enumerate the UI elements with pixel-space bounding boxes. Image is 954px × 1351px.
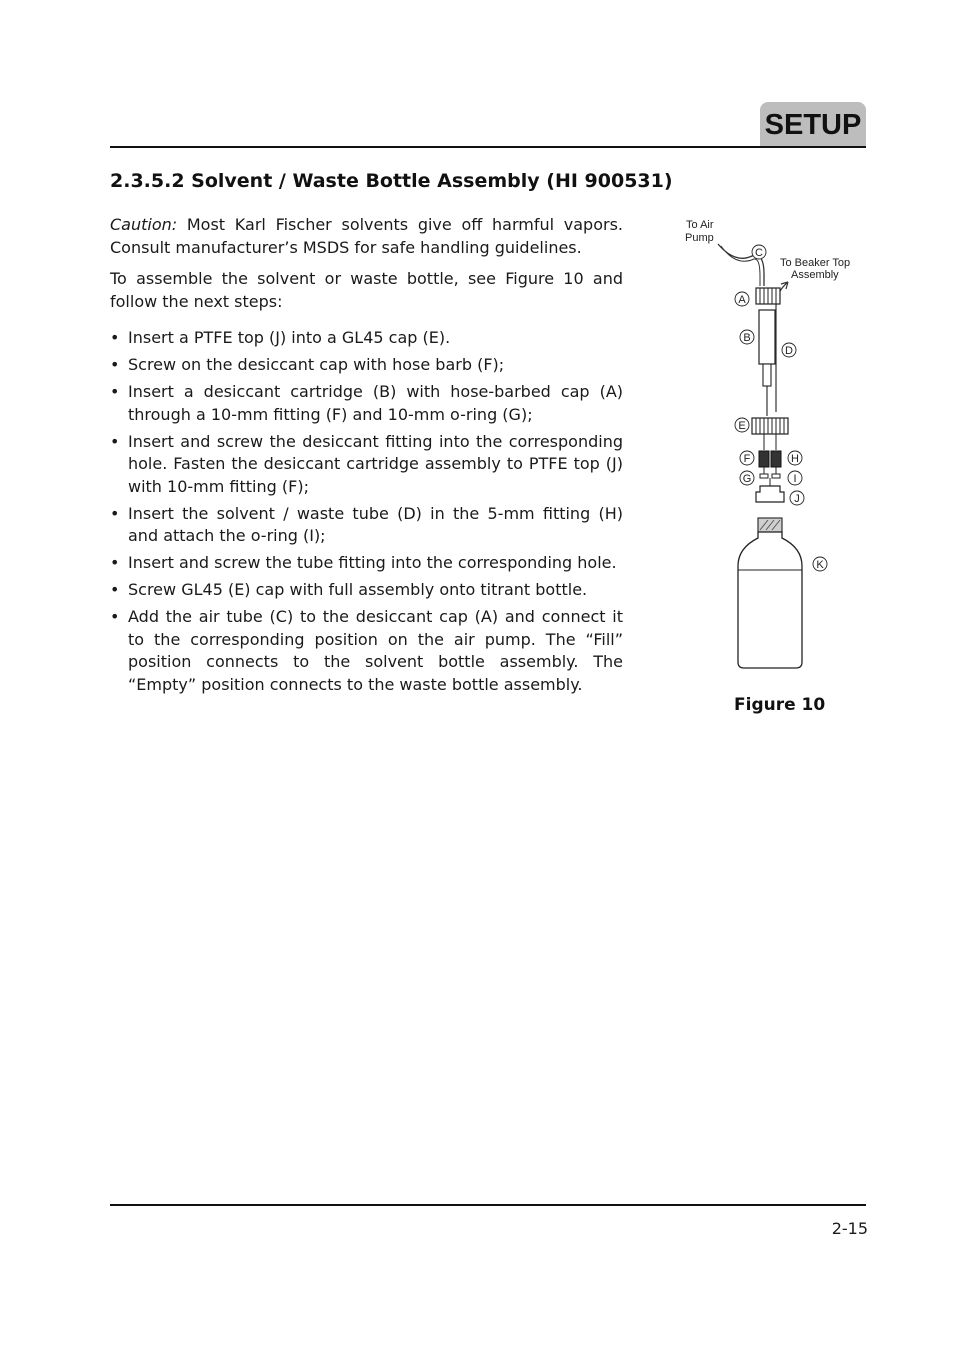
list-item (110, 354, 623, 377)
section-heading: 2.3.5.2 Solvent / Waste Bottle Assembly (HI 900531) (110, 170, 673, 192)
desiccant-cartridge-b (759, 310, 775, 364)
beaker-label-line1: To Beaker Top (780, 257, 851, 269)
bullet: • (110, 382, 120, 401)
air-pump-label-line1: To Air (686, 219, 714, 231)
list-item (110, 579, 623, 602)
callout-a: A (738, 294, 746, 306)
ptfe-top-j (756, 486, 784, 502)
fitting-h (771, 451, 781, 467)
callout-e: E (738, 420, 746, 432)
caution-text: Most Karl Fischer solvents give off harmful vapors. Consult manufacturer’s MSDS for safe handling guidelines. (110, 215, 623, 257)
callout-g: G (742, 473, 752, 485)
callout-d: D (785, 345, 793, 357)
bullet: • (110, 431, 120, 451)
o-ring-g (760, 474, 768, 478)
step-text: Insert a desiccant cartridge (B) with hose-barbed cap (A) through a 10-mm fitting (F) and 10-mm o-ring (G); (128, 382, 623, 424)
callout-h: H (791, 453, 799, 465)
list-item (110, 552, 623, 575)
list-item (110, 503, 623, 548)
header-rule (110, 146, 866, 148)
step-text: Insert the solvent / waste tube (D) in the 5-mm fitting (H) and attach the o-ring (I); (128, 503, 623, 545)
bullet: • (110, 355, 120, 374)
callout-k: K (816, 559, 824, 571)
bottle-assembly-diagram (680, 212, 860, 682)
step-text: Add the air tube (C) to the desiccant cap (A) and connect it to the corresponding position on the air pump. The “Fill” position connects to the solvent bottle assembly. The “Empty” position connects to the waste bottle assembly. (128, 607, 623, 694)
caution-label: Caution: (110, 215, 178, 234)
air-pump-label-line2: Pump (685, 232, 714, 244)
beaker-label-line2: Assembly (791, 269, 839, 281)
callout-i: I (793, 473, 797, 485)
figure-caption: Figure 10 (734, 695, 826, 715)
step-text: Insert and screw the desiccant fitting into the corresponding hole. Fasten the desiccant cartridge assembly to PTFE top (J) with 10-mm fitting (F); (128, 431, 623, 496)
bullet: • (110, 580, 120, 599)
o-ring-i (772, 474, 780, 478)
step-text: Screw on the desiccant cap with hose barb (F); (128, 355, 505, 374)
fitting-f (759, 451, 769, 467)
caution-paragraph (110, 214, 623, 259)
body-text (110, 214, 623, 701)
section-tab: SETUP (760, 102, 866, 146)
bullet: • (110, 328, 120, 347)
bottle-assembly-figure (680, 212, 860, 682)
bullet: • (110, 553, 120, 572)
gl45-cap-e (752, 418, 788, 434)
bullet: • (110, 503, 120, 523)
list-item (110, 381, 623, 426)
callout-f: F (743, 453, 751, 465)
list-item (110, 431, 623, 499)
list-item (110, 327, 623, 350)
list-item (110, 606, 623, 696)
footer-rule (110, 1204, 866, 1206)
callout-b: B (743, 332, 751, 344)
page-number: 2-15 (831, 1219, 868, 1238)
step-text: Insert a PTFE top (J) into a GL45 cap (E). (128, 328, 451, 347)
callout-c: C (755, 247, 763, 259)
steps-list (110, 327, 623, 696)
step-text: Screw GL45 (E) cap with full assembly onto titrant bottle. (128, 580, 588, 599)
intro-paragraph: To assemble the solvent or waste bottle, see Figure 10 and follow the next steps: (110, 269, 623, 311)
cartridge-stem (763, 364, 771, 386)
bottle-k (738, 532, 802, 668)
step-text: Insert and screw the tube fitting into the corresponding hole. (128, 553, 617, 572)
bullet: • (110, 607, 120, 626)
callout-j: J (794, 493, 800, 505)
